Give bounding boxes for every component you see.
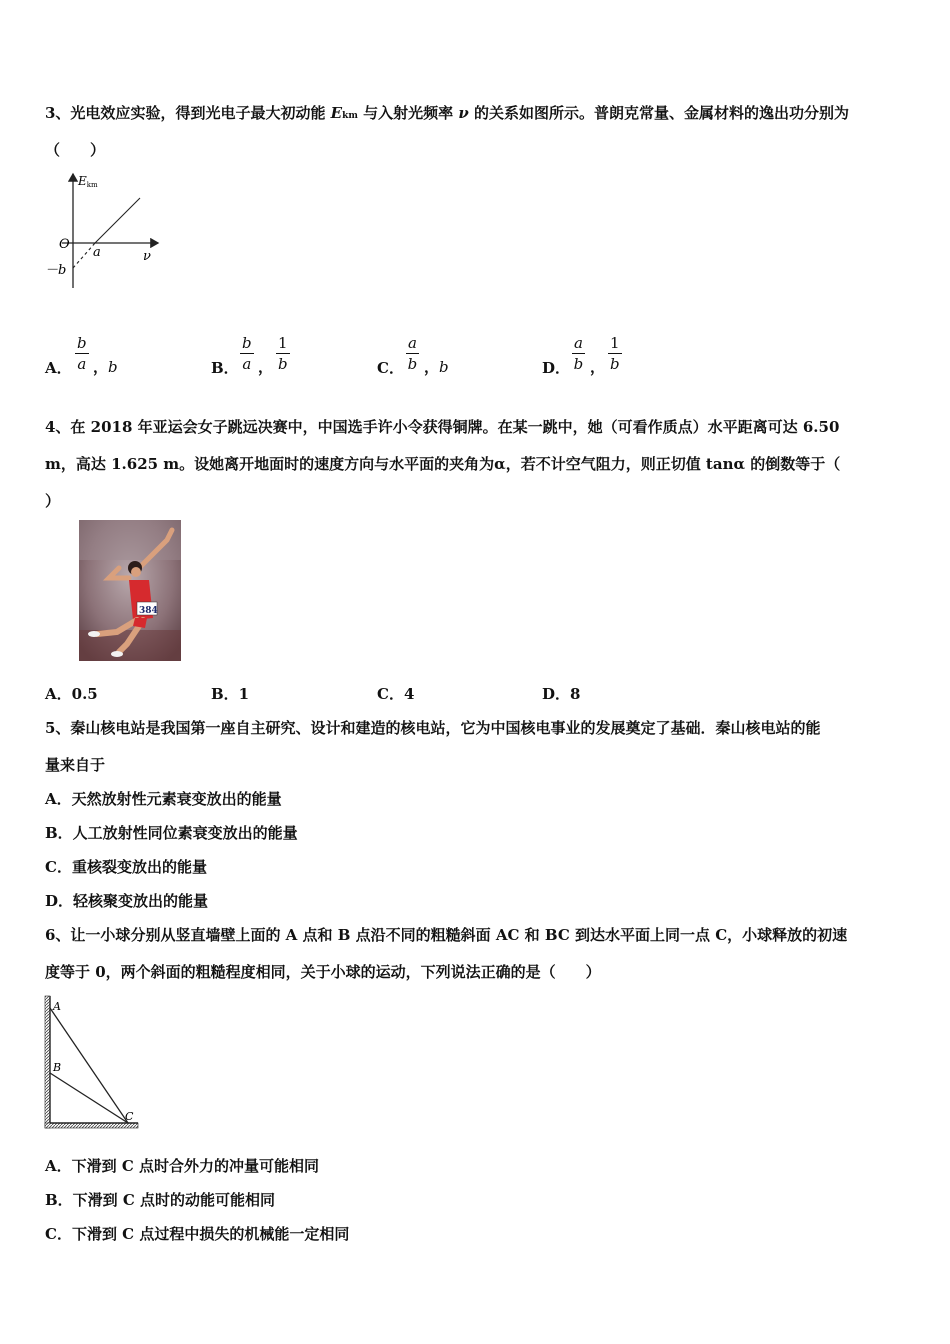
q5-option-c[interactable]: C．重核裂变放出的能量 — [45, 858, 207, 876]
long-jump-photo — [79, 520, 181, 661]
fraction: $\frac{1}{b}$ — [609, 334, 620, 373]
q4-option-d[interactable]: D．8 — [542, 685, 581, 703]
q4-option-b[interactable]: B．1 — [211, 685, 250, 703]
y-axis-label: Ekm — [78, 174, 98, 189]
q4-option-c[interactable]: C．4 — [377, 685, 415, 703]
q5-option-d[interactable]: D．轻核聚变放出的能量 — [45, 892, 209, 910]
graph-line-dashed — [73, 243, 95, 268]
intercept-b-label: －b — [45, 263, 67, 278]
q3-stem-line1: 3、光电效应实验，得到光电子最大初动能 Ekm 与入射光频率 ν 的关系如图所示。普朗克常量、金属材料的逸出功分别为 — [45, 104, 849, 122]
fraction: $\frac{1}{b}$ — [277, 334, 288, 373]
point-c-label: C — [125, 1110, 134, 1123]
q5-option-b[interactable]: B．人工放射性同位素衰变放出的能量 — [45, 824, 298, 842]
wall — [45, 996, 50, 1128]
q6-option-a[interactable]: A．下滑到 C 点时合外力的冲量可能相同 — [45, 1157, 320, 1175]
q4-stem-line2: m，高达 1.625 m。设她离开地面时的速度方向与水平面的夹角为α，若不计空气阻力，则正切值 tanα 的倒数等于（ — [45, 455, 841, 473]
fraction: $\frac{a}{b}$ — [573, 334, 584, 373]
q5-option-a[interactable]: A．天然放射性元素衰变放出的能量 — [45, 790, 282, 808]
x-axis-label: ν — [143, 249, 151, 264]
q4-stem-line3: ） — [45, 492, 61, 510]
fraction: $\frac{a}{b}$ — [407, 334, 418, 373]
q5-stem-line1: 5、秦山核电站是我国第一座自主研究、设计和建造的核电站，它为中国核电事业的发展奠定了基础．秦山核电站的能 — [45, 719, 821, 737]
q6-incline-diagram — [40, 993, 145, 1133]
q4-option-a[interactable]: A．0.5 — [45, 685, 98, 703]
ek-symbol: Ekm — [330, 104, 358, 122]
q4-stem-line1: 4、在 2018 年亚运会女子跳远决赛中，中国选手许小令获得铜牌。在某一跳中，她（可看作质点）水平距离可达 6.50 — [45, 418, 840, 436]
point-a-label: A — [53, 1000, 61, 1013]
origin-label: O — [59, 237, 70, 252]
q6-option-b[interactable]: B．下滑到 C 点时的动能可能相同 — [45, 1191, 276, 1209]
q6-option-c[interactable]: C．下滑到 C 点过程中损失的机械能一定相同 — [45, 1225, 350, 1243]
incline-bc — [50, 1073, 128, 1123]
q3-stem-paren: （ ） — [45, 141, 106, 159]
point-b-label: B — [53, 1061, 62, 1074]
fraction: $\frac{b}{a}$ — [77, 334, 87, 373]
intercept-a-label: a — [93, 245, 101, 260]
fraction: $\frac{b}{a}$ — [242, 334, 252, 373]
q6-stem-line2: 度等于 0，两个斜面的粗糙程度相同，关于小球的运动，下列说法正确的是（ ） — [45, 963, 601, 981]
q3-graph — [40, 168, 170, 293]
q6-stem-line1: 6、让一小球分别从竖直墙壁上面的 A 点和 B 点沿不同的粗糙斜面 AC 和 BC 到达水平面上同一点 C，小球释放的初速 — [45, 926, 848, 944]
q5-stem-line2: 量来自于 — [45, 756, 106, 774]
incline-ac — [50, 1008, 128, 1123]
ground — [45, 1123, 138, 1128]
bib-number: 384 — [139, 606, 158, 616]
graph-line — [95, 198, 140, 243]
